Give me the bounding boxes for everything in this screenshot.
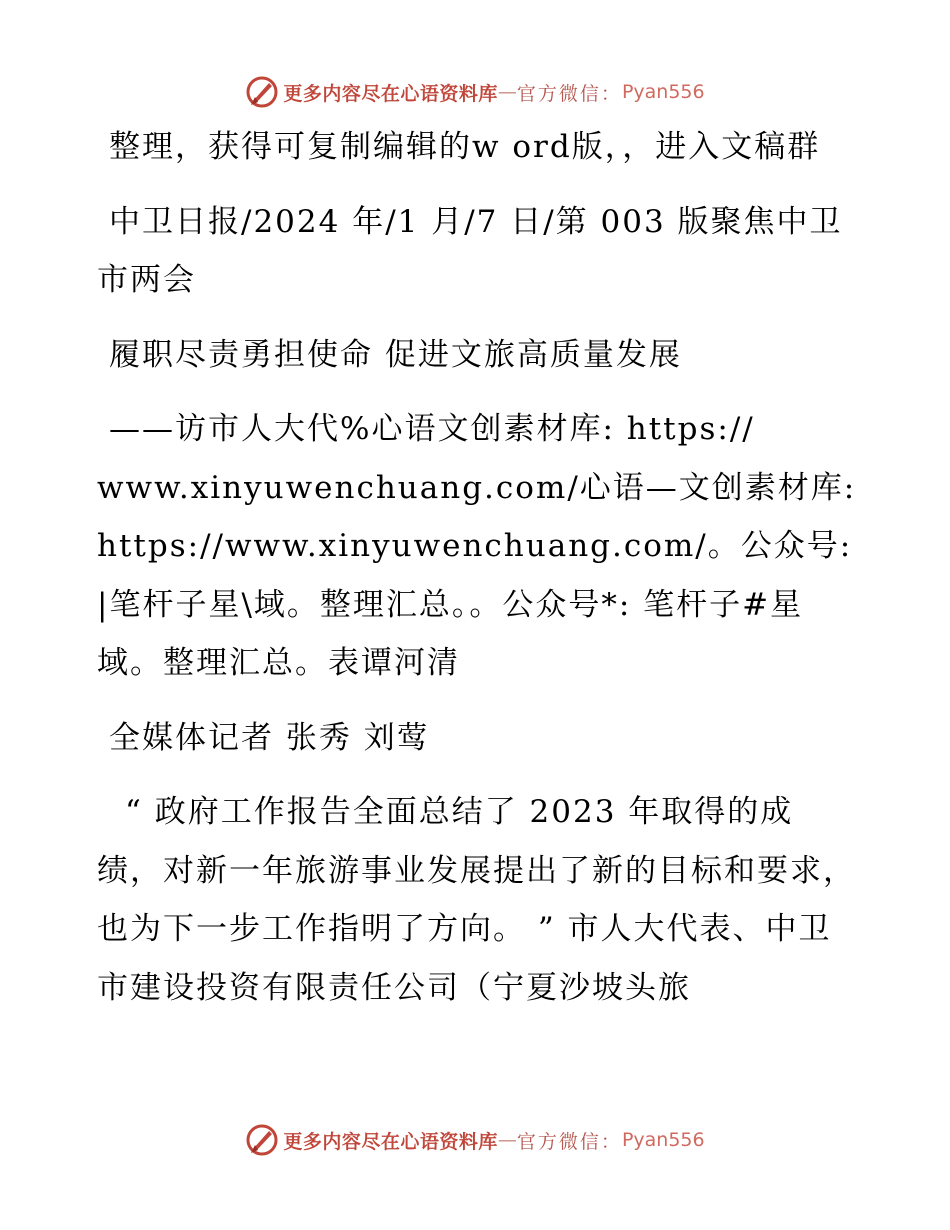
paragraph-intro: 整理，获得可复制编辑的w ord版，，进入文稿群 [109,129,821,165]
banner-wechat-id: Pyan556 [621,1129,705,1151]
byline: 全媒体记者 张秀 刘莺 [109,719,430,756]
banner-main-text: 更多内容尽在心语资料库 [283,1130,498,1153]
bottom-watermark-banner [0,1120,950,1160]
paragraph-source-line: 中卫日报/2024 年/1 月/7 日/第 003 版聚焦中卫市两会 [97,203,843,298]
banner-wechat-label: 官方微信： [516,82,622,105]
banner-separator: — [497,81,517,103]
quill-pen-logo-icon [245,75,279,109]
banner-main-text: 更多内容尽在心语资料库 [283,82,498,105]
document-body [97,118,857,1033]
quill-pen-logo-icon [245,1123,279,1157]
article-title: 履职尽责勇担使命 促进文旅高质量发展 [109,336,682,373]
banner-wechat-id: Pyan556 [621,81,705,103]
banner-wechat-label: 官方微信： [516,1130,622,1153]
top-watermark-banner [0,72,950,112]
banner-separator: — [497,1129,517,1151]
article-subtitle: ——访市人大代%心语文创素材库: https:// www.xinyuwenchuang.com/心语—文创素材库: https://www.xinyuwenchuang.com/。公众号: |笔杆子星\域。整理汇总。。公众号*: 笔杆子#星域。整理汇总。表谭河清 [97,411,857,681]
body-paragraph: “ 政府工作报告全面总结了 2023 年取得的成绩，对新一年旅游事业发展提出了新的目标和要求，也为下一步工作指明了方向。 ” 市人大代表、中卫市建设投资有限责任公司（宁夏沙坡头旅 [97,794,856,1006]
